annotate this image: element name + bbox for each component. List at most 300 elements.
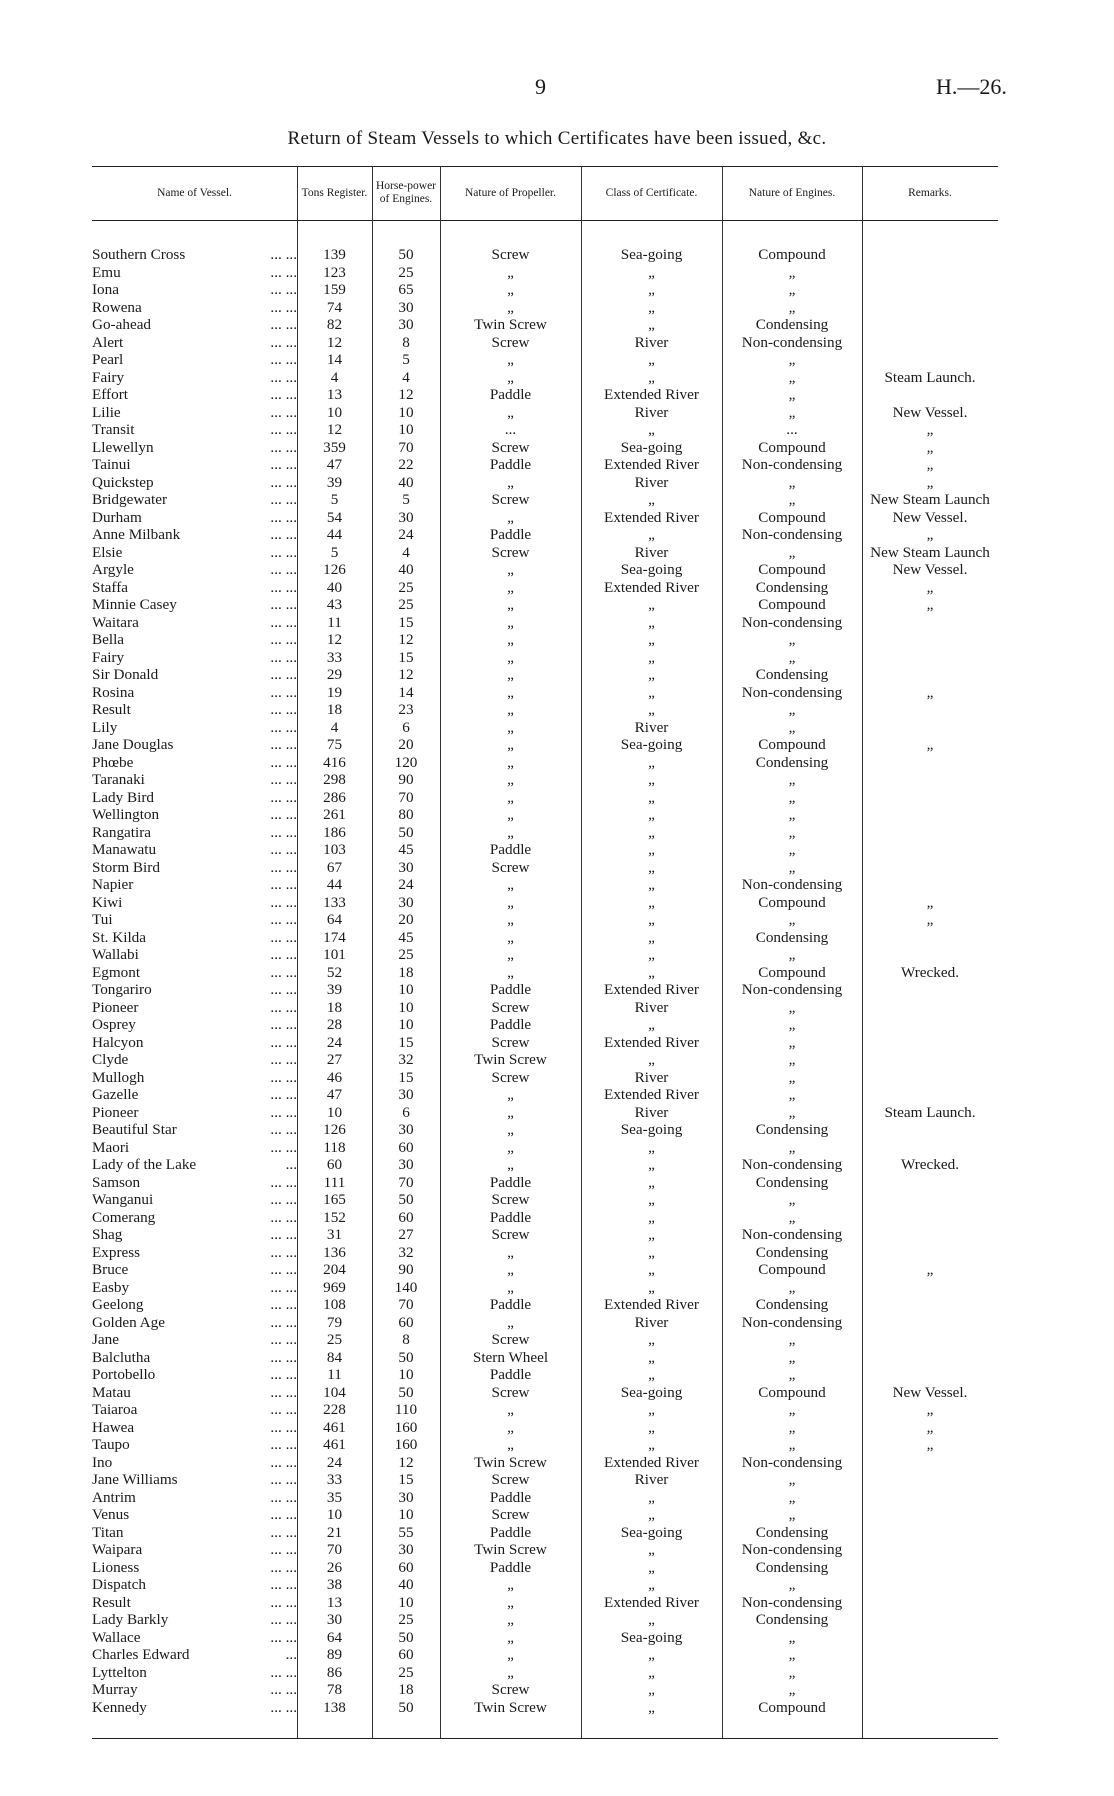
nature-of-engines: „ — [788, 1436, 796, 1453]
class-of-certificate: „ — [648, 1418, 655, 1436]
horse-power: 55 — [398, 1523, 414, 1541]
remarks — [862, 824, 998, 842]
nature-of-engines: „ — [788, 946, 796, 963]
vessel-name: Portobello — [92, 1366, 156, 1383]
remarks — [862, 1226, 998, 1244]
table-bottom-rule — [92, 1738, 998, 1739]
remarks: „ — [926, 596, 934, 613]
horse-power: 45 — [398, 841, 414, 858]
nature-of-propeller: „ — [507, 788, 514, 806]
header-class-of-certificate: Class of Certificate. — [605, 186, 698, 199]
header-name-of-vessel: Name of Vessel. — [157, 186, 232, 199]
remarks: „ — [926, 421, 934, 438]
vessel-name: Hawea — [92, 1418, 135, 1436]
vessel-name: Matau — [92, 1383, 131, 1401]
tons-register: 35 — [326, 1488, 343, 1506]
nature-of-engines: „ — [788, 1278, 796, 1296]
class-of-certificate: „ — [648, 298, 655, 316]
vessel-name: Lilie — [92, 403, 121, 421]
nature-of-propeller: „ — [507, 631, 514, 648]
remarks — [862, 246, 998, 264]
nature-of-engines: Compound — [758, 1383, 826, 1401]
tons-register: 54 — [326, 508, 343, 526]
horse-power: 40 — [398, 473, 414, 491]
remarks — [862, 876, 998, 894]
nature-of-engines: Compound — [758, 246, 826, 263]
nature-of-propeller: Stern Wheel — [472, 1348, 549, 1366]
remarks — [862, 1629, 998, 1647]
leader-dots: ... ... — [270, 333, 297, 351]
tons-register: 111 — [323, 1173, 346, 1191]
header-horse-power: Horse-power of Engines. — [375, 180, 437, 205]
vessel-name: Mullogh — [92, 1068, 145, 1086]
nature-of-engines: Condensing — [755, 928, 829, 946]
nature-of-propeller: „ — [507, 473, 514, 491]
horse-power: 50 — [398, 246, 414, 263]
nature-of-engines: „ — [788, 1471, 796, 1488]
class-of-certificate: Extended River — [604, 508, 699, 526]
tons-register: 159 — [323, 281, 346, 298]
table-row — [92, 299, 998, 317]
horse-power: 70 — [398, 1296, 414, 1313]
tons-register: 152 — [323, 1208, 346, 1226]
nature-of-propeller: Paddle — [489, 386, 532, 403]
horse-power: 5 — [402, 491, 410, 508]
remarks — [862, 1244, 998, 1262]
nature-of-propeller: Screw — [491, 333, 530, 351]
vessel-name: Jane — [92, 1331, 119, 1348]
tons-register: 4 — [330, 718, 339, 736]
nature-of-propeller: „ — [507, 806, 514, 823]
vessel-name: Comerang — [92, 1208, 156, 1226]
leader-dots: ... ... — [270, 526, 297, 543]
horse-power: 4 — [402, 368, 410, 386]
remarks: „ — [926, 473, 934, 491]
class-of-certificate: „ — [648, 1138, 655, 1156]
nature-of-engines: Compound — [758, 596, 826, 613]
table-row — [92, 386, 998, 404]
class-of-certificate: „ — [648, 771, 655, 788]
tons-register: 43 — [326, 596, 343, 613]
horse-power: 40 — [398, 1576, 414, 1593]
tons-register: 461 — [323, 1436, 346, 1453]
table-row — [92, 1349, 998, 1367]
nature-of-engines: „ — [788, 1646, 796, 1663]
leader-dots: ... ... — [270, 351, 297, 368]
vessel-name: Lioness — [92, 1558, 140, 1576]
nature-of-propeller: „ — [507, 613, 514, 631]
table-row — [92, 1051, 998, 1069]
remarks — [862, 1681, 998, 1699]
nature-of-propeller: „ — [507, 1576, 514, 1593]
nature-of-propeller: „ — [507, 1401, 514, 1418]
remarks — [862, 789, 998, 807]
leader-dots: ... ... — [270, 1418, 297, 1436]
leader-dots: ... ... — [270, 263, 297, 281]
class-of-certificate: „ — [648, 928, 655, 946]
class-of-certificate: „ — [648, 1681, 655, 1698]
nature-of-propeller: Screw — [491, 998, 530, 1016]
horse-power: 12 — [398, 1453, 414, 1471]
remarks: „ — [926, 683, 934, 701]
nature-of-engines: Non-condensing — [741, 981, 843, 998]
leader-dots: ... ... — [270, 1401, 297, 1418]
horse-power: 50 — [398, 1348, 414, 1366]
nature-of-propeller: Screw — [491, 491, 530, 508]
tons-register: 40 — [326, 578, 343, 596]
table-row — [92, 824, 998, 842]
nature-of-propeller: Screw — [491, 1331, 530, 1348]
remarks: New Vessel. — [892, 403, 968, 421]
nature-of-propeller: Twin Screw — [474, 1541, 547, 1558]
class-of-certificate: „ — [648, 526, 655, 543]
horse-power: 32 — [398, 1051, 414, 1068]
class-of-certificate: Extended River — [604, 1086, 699, 1103]
nature-of-propeller: Paddle — [489, 1366, 532, 1383]
nature-of-engines: „ — [788, 911, 796, 928]
class-of-certificate: Sea-going — [620, 1121, 683, 1138]
leader-dots: ... ... — [270, 613, 297, 631]
table-row — [92, 999, 998, 1017]
table-row — [92, 579, 998, 597]
remarks — [862, 806, 998, 824]
class-of-certificate: River — [634, 403, 669, 421]
nature-of-engines: „ — [788, 823, 796, 841]
remarks — [862, 771, 998, 789]
horse-power: 15 — [398, 648, 414, 666]
nature-of-propeller: „ — [507, 701, 514, 718]
vessel-name: Clyde — [92, 1051, 129, 1068]
nature-of-propeller: „ — [507, 823, 514, 841]
nature-of-propeller: „ — [507, 351, 514, 368]
table-row — [92, 596, 998, 614]
leader-dots: ... ... — [270, 246, 297, 263]
table-row — [92, 876, 998, 894]
tons-register: 33 — [326, 1471, 343, 1488]
horse-power: 70 — [398, 1173, 414, 1191]
tons-register: 44 — [326, 876, 343, 893]
leader-dots: ... ... — [270, 281, 297, 298]
table-row — [92, 911, 998, 929]
vessel-name: Lady Bird — [92, 788, 155, 806]
nature-of-propeller: Paddle — [489, 1558, 532, 1576]
class-of-certificate: „ — [648, 701, 655, 718]
nature-of-engines: Compound — [758, 1261, 826, 1278]
nature-of-propeller: Screw — [491, 1506, 530, 1523]
nature-of-propeller: Screw — [491, 1226, 530, 1243]
class-of-certificate: Extended River — [604, 1593, 699, 1611]
tons-register: 133 — [323, 893, 346, 911]
table-row — [92, 631, 998, 649]
table-row — [92, 1191, 998, 1209]
tons-register: 44 — [326, 526, 343, 543]
remarks — [862, 981, 998, 999]
class-of-certificate: „ — [648, 858, 655, 876]
vessel-name: Halcyon — [92, 1033, 144, 1051]
page-number: 9 — [535, 74, 546, 99]
class-of-certificate: Sea-going — [620, 736, 683, 753]
leader-dots: ... ... — [270, 1506, 297, 1523]
horse-power: 30 — [398, 508, 414, 526]
table-row — [92, 1384, 998, 1402]
tons-register: 82 — [326, 316, 343, 333]
table-row — [92, 1209, 998, 1227]
nature-of-engines: „ — [788, 386, 796, 403]
tons-register: 359 — [323, 438, 346, 456]
nature-of-engines: „ — [788, 1138, 796, 1156]
tons-register: 138 — [323, 1698, 346, 1716]
nature-of-engines: „ — [788, 1576, 796, 1593]
nature-of-propeller: „ — [507, 298, 514, 316]
vessel-name: Gazelle — [92, 1086, 139, 1103]
horse-power: 10 — [398, 1366, 414, 1383]
nature-of-engines: „ — [788, 718, 796, 736]
vessel-name: Rowena — [92, 298, 142, 316]
tons-register: 18 — [326, 701, 343, 718]
horse-power: 25 — [398, 946, 414, 963]
tons-register: 5 — [330, 543, 339, 561]
leader-dots: ... ... — [270, 893, 297, 911]
remarks — [862, 1471, 998, 1489]
nature-of-propeller: „ — [507, 1156, 514, 1173]
remarks — [862, 946, 998, 964]
horse-power: 15 — [398, 613, 414, 631]
tons-register: 165 — [323, 1191, 346, 1208]
tons-register: 286 — [323, 788, 346, 806]
table-row — [92, 1594, 998, 1612]
class-of-certificate: „ — [648, 1506, 655, 1523]
leader-dots: ... ... — [270, 421, 297, 438]
vessel-name: Sir Donald — [92, 666, 159, 683]
tons-register: 261 — [323, 806, 346, 823]
class-of-certificate: „ — [648, 368, 655, 386]
class-of-certificate: Extended River — [604, 981, 699, 998]
nature-of-propeller: „ — [507, 946, 514, 963]
table-row — [92, 1121, 998, 1139]
horse-power: 90 — [398, 771, 414, 788]
nature-of-engines: „ — [788, 1506, 796, 1523]
leader-dots: ... ... — [270, 316, 297, 333]
vessel-name: Result — [92, 701, 131, 718]
leader-dots: ... ... — [270, 858, 297, 876]
vessel-name: Rangatira — [92, 823, 152, 841]
horse-power: 60 — [398, 1313, 414, 1331]
class-of-certificate: Extended River — [604, 1296, 699, 1313]
nature-of-propeller: „ — [507, 928, 514, 946]
vessel-name: Napier — [92, 876, 134, 893]
remarks — [862, 1016, 998, 1034]
table-row — [92, 1244, 998, 1262]
class-of-certificate: „ — [648, 876, 655, 893]
remarks — [862, 1034, 998, 1052]
nature-of-engines: „ — [788, 1401, 796, 1418]
nature-of-engines: Condensing — [755, 753, 829, 771]
table-row — [92, 246, 998, 264]
nature-of-engines: Condensing — [755, 1558, 829, 1576]
class-of-certificate: Sea-going — [620, 1523, 683, 1541]
remarks — [862, 649, 998, 667]
nature-of-engines: „ — [788, 631, 796, 648]
table-row — [92, 666, 998, 684]
leader-dots: ... ... — [270, 823, 297, 841]
table-row — [92, 1454, 998, 1472]
vessel-name: Tongariro — [92, 981, 152, 998]
remarks: „ — [926, 456, 934, 473]
vessel-name: Waitara — [92, 613, 139, 631]
remarks: „ — [926, 438, 934, 456]
leader-dots: ... — [285, 1156, 297, 1173]
nature-of-propeller: „ — [507, 1593, 514, 1611]
horse-power: 8 — [402, 333, 410, 351]
vessel-name: Jane Douglas — [92, 736, 174, 753]
remarks — [862, 719, 998, 737]
nature-of-engines: „ — [788, 1033, 796, 1051]
class-of-certificate: Sea-going — [620, 1383, 683, 1401]
vessel-name: Tui — [92, 911, 113, 928]
vessel-name: Antrim — [92, 1488, 136, 1506]
class-of-certificate: Extended River — [604, 578, 699, 596]
tons-register: 4 — [330, 368, 339, 386]
table-row — [92, 1506, 998, 1524]
horse-power: 60 — [398, 1646, 414, 1663]
nature-of-propeller: „ — [507, 1628, 514, 1646]
table-row — [92, 474, 998, 492]
nature-of-engines: Compound — [758, 893, 826, 911]
nature-of-engines: Condensing — [755, 578, 829, 596]
vessel-name: Phœbe — [92, 753, 134, 771]
tons-register: 139 — [323, 246, 346, 263]
table-row — [92, 859, 998, 877]
remarks — [862, 1576, 998, 1594]
horse-power: 24 — [398, 526, 414, 543]
leader-dots: ... ... — [270, 631, 297, 648]
table-row — [92, 421, 998, 439]
remarks — [862, 386, 998, 404]
table-row — [92, 281, 998, 299]
nature-of-engines: „ — [788, 1663, 796, 1681]
vessel-name: Storm Bird — [92, 858, 160, 876]
horse-power: 10 — [398, 981, 414, 998]
leader-dots: ... ... — [270, 1033, 297, 1051]
tons-register: 27 — [326, 1051, 343, 1068]
tons-register: 79 — [326, 1313, 343, 1331]
remarks — [862, 1279, 998, 1297]
horse-power: 10 — [398, 1593, 414, 1611]
class-of-certificate: Sea-going — [620, 246, 683, 263]
remarks: New Steam Launch — [870, 543, 990, 561]
tons-register: 416 — [323, 753, 346, 771]
nature-of-engines: Compound — [758, 561, 826, 578]
table-row — [92, 561, 998, 579]
leader-dots: ... ... — [270, 1173, 297, 1191]
table-row — [92, 1296, 998, 1314]
tons-register: 21 — [326, 1523, 343, 1541]
class-of-certificate: „ — [648, 1646, 655, 1663]
leader-dots: ... ... — [270, 1348, 297, 1366]
nature-of-propeller: ... — [504, 421, 517, 438]
table-row — [92, 369, 998, 387]
vessel-name: Osprey — [92, 1016, 136, 1033]
class-of-certificate: „ — [648, 351, 655, 368]
table-row — [92, 1226, 998, 1244]
tons-register: 14 — [326, 351, 343, 368]
horse-power: 30 — [398, 858, 414, 876]
nature-of-propeller: Screw — [491, 1068, 530, 1086]
remarks — [862, 1559, 998, 1577]
vessel-name: Durham — [92, 508, 142, 526]
remarks — [862, 334, 998, 352]
class-of-certificate: „ — [648, 421, 655, 438]
tons-register: 969 — [323, 1278, 346, 1296]
nature-of-engines: „ — [788, 543, 796, 561]
table-row — [92, 1489, 998, 1507]
class-of-certificate: „ — [648, 1191, 655, 1208]
remarks — [862, 841, 998, 859]
remarks — [862, 1051, 998, 1069]
leader-dots: ... ... — [270, 1366, 297, 1383]
horse-power: 14 — [398, 683, 414, 701]
nature-of-engines: Compound — [758, 736, 826, 753]
class-of-certificate: „ — [648, 1401, 655, 1418]
tons-register: 126 — [323, 561, 346, 578]
nature-of-propeller: „ — [507, 1313, 514, 1331]
remarks: „ — [926, 1261, 934, 1278]
vessel-name: Maori — [92, 1138, 130, 1156]
nature-of-engines: „ — [788, 841, 796, 858]
class-of-certificate: „ — [648, 893, 655, 911]
vessel-name: Kiwi — [92, 893, 123, 911]
nature-of-engines: „ — [788, 351, 796, 368]
tons-register: 104 — [323, 1383, 346, 1401]
leader-dots: ... ... — [270, 876, 297, 893]
vessel-name: Result — [92, 1593, 131, 1611]
nature-of-propeller: „ — [507, 1243, 514, 1261]
nature-of-propeller: „ — [507, 1278, 514, 1296]
nature-of-propeller: Twin Screw — [474, 1051, 547, 1068]
remarks — [862, 316, 998, 334]
table-row — [92, 1279, 998, 1297]
nature-of-propeller: „ — [507, 263, 514, 281]
nature-of-propeller: „ — [507, 718, 514, 736]
horse-power: 15 — [398, 1033, 414, 1051]
vessel-name: Samson — [92, 1173, 141, 1191]
horse-power: 10 — [398, 403, 414, 421]
vessel-name: Southern Cross — [92, 246, 186, 263]
leader-dots: ... ... — [270, 1436, 297, 1453]
remarks — [862, 1664, 998, 1682]
table-row — [92, 649, 998, 667]
vessel-name: Fairy — [92, 368, 125, 386]
tons-register: 25 — [326, 1331, 343, 1348]
leader-dots: ... ... — [270, 456, 297, 473]
table-row — [92, 1559, 998, 1577]
leader-dots: ... ... — [270, 1698, 297, 1716]
horse-power: 40 — [398, 561, 414, 578]
leader-dots: ... ... — [270, 1453, 297, 1471]
nature-of-propeller: Screw — [491, 1033, 530, 1051]
horse-power: 15 — [398, 1471, 414, 1488]
nature-of-propeller: „ — [507, 666, 514, 683]
remarks — [862, 859, 998, 877]
nature-of-propeller: „ — [507, 1436, 514, 1453]
table-row — [92, 894, 998, 912]
table-row — [92, 684, 998, 702]
tons-register: 126 — [323, 1121, 346, 1138]
nature-of-engines: „ — [788, 648, 796, 666]
nature-of-engines: „ — [788, 298, 796, 316]
remarks — [862, 666, 998, 684]
leader-dots: ... ... — [270, 753, 297, 771]
